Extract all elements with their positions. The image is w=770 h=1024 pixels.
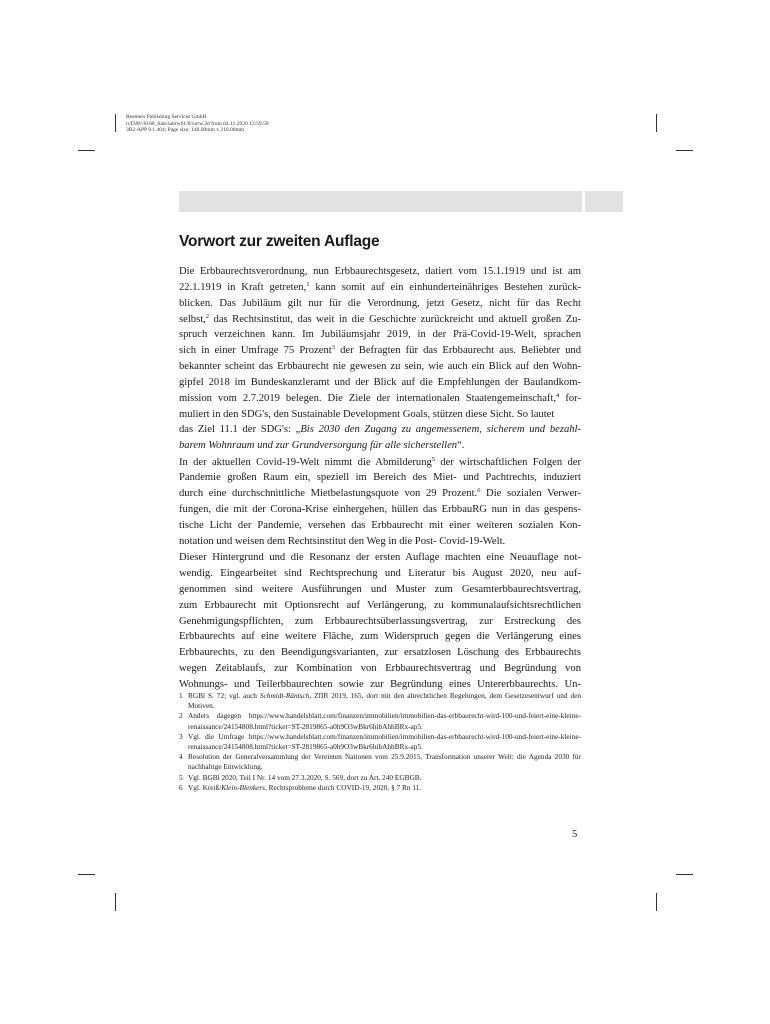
crop-mark-top-left-horizontal <box>78 150 95 151</box>
text-line: bekannter scheint das Erbbaurecht nie gewesen zu sein, wie auch ein Blick auf den Wohn- <box>179 361 581 373</box>
footnote-reference: 1 <box>306 280 310 288</box>
crop-mark-top-left-vertical <box>115 114 116 132</box>
footnote-text: RGBl S. 72; vgl. auch Schmidt-Räntsch, ZfIR 2019, 165, dort mit den altrechtlichen Regelungen, dem Gesetzesentwurf und den Motiven. <box>188 691 582 711</box>
text-line: selbst,$^2$ das Rechtsinstitut, das weit in die Geschichte zurückreicht und aktuell großen Zu- <box>179 312 581 325</box>
footnote-text: Vgl. Kreiß/Klein-Blenkers, Rechtsprobleme durch COVID-19, 2020, § 7 Rn 11. <box>188 782 422 792</box>
crop-mark-bottom-right-vertical <box>656 893 657 911</box>
text-line: Erbbaurechts, zu den Beendigungsvarianten, zur ersatzlosen Löschung des Erbbaurechts <box>179 647 581 659</box>
footnote <box>179 783 581 793</box>
footnote-reference: 2 <box>205 312 210 320</box>
footnote-number: 2 <box>179 711 183 721</box>
text-line: das Ziel 11.1 der SDG's: „Bis 2030 den Zugang zu angemessenem, sicherem und bezahl- <box>179 424 582 436</box>
crop-mark-top-right-horizontal <box>676 150 693 151</box>
crop-mark-bottom-left-vertical <box>115 893 116 911</box>
text-line: genommen sind weitere Ausführungen und Muster zum Gesamterbbaurechtsvertrag, <box>179 583 581 595</box>
preface-body <box>179 264 581 693</box>
text-line: gipfel 2018 im Bundeskanzleramt und der Blick auf die Empfehlungen der Baulandkom- <box>179 376 581 388</box>
footnote-text: Vgl. BGBl 2020, Teil I Nr. 14 vom 27.3.2020, S. 569, dort zu Art. 240 EGBGB. <box>188 772 422 782</box>
text-line: In der aktuellen Covid-19-Welt nimmt die Abmilderung$^5$ der wirtschaftlichen Folgen der <box>179 455 581 468</box>
footnote <box>179 773 581 783</box>
crop-mark-bottom-right-horizontal <box>676 874 693 875</box>
footnote-number: 6 <box>179 782 183 792</box>
text-line: barem Wohnraum und zur Grundversorgung für alle sicherstellen“. <box>179 440 465 452</box>
paragraph-2 <box>179 455 581 550</box>
footnote-reference: 6 <box>477 487 481 495</box>
footnote-reference: 4 <box>556 391 560 399</box>
page-title: Vorwort zur zweiten Auflage <box>179 233 380 250</box>
text-line: Die Erbbaurechtsverordnung, nun Erbbaurechtsgesetz, datiert vom 15.1.1919 und ist am <box>179 266 581 277</box>
footnote <box>179 711 581 731</box>
footnote-number: 1 <box>179 691 183 700</box>
text-line: spruch verzeichnen kann. Im Jubiläumsjahr 2019, in der Prä-Covid-19-Welt, sprachen <box>179 329 581 341</box>
footnotes <box>179 691 581 793</box>
footnote <box>179 691 581 711</box>
text-line: tische Licht der Pandemie, versehen das Erbbaurecht mit einer weiteren sozialen Kon- <box>179 520 581 531</box>
crop-mark-top-right-vertical <box>656 114 657 132</box>
footnote-text: Vgl. die Umfrage https://www.handelsblatt.com/finanzen/immobilien/immobilien-das-erbbaurecht-wird-100-und-feiert-eine-kleine-renaissance/24154808.html?ticket=ST-2819865-a0h9O3wBkr6hibAhhBRx-ap5. <box>188 731 581 752</box>
paragraph-3 <box>179 550 581 693</box>
page-number: 5 <box>572 829 578 840</box>
footnote <box>179 752 581 772</box>
text-line: fungen, die mit der Corona-Krise einhergehen, hüllen das ErbbauRG nun in das gespens- <box>179 504 581 516</box>
footnote-number: 4 <box>179 752 183 762</box>
text-line: wendig. Eingearbeitet sind Rechtsprechung und Literatur bis August 2020, neu auf- <box>179 568 581 580</box>
text-line: Wohnungs- und Teilerbbaurechten sowie zur Begründung eines Untererbbaurechts. Un- <box>179 678 581 690</box>
print-info-line-1: Reemers Publishing Services GmbH <box>126 114 207 120</box>
text-line: Genehmigungspflichten, zum Erbbaurechtsüberlassungsvertrag, zur Erstreckung des <box>179 615 581 627</box>
footnote-text: Anders dagegen https://www.handelsblatt.com/finanzen/immobilien/immobilien-das-erbbaurecht-wird-100-und-feiert-eine-kleine-renaissance/24154808.html?ticket=ST-2819865-a0h9O3wBkr6hibAhhBRx-ap5. <box>188 711 581 731</box>
text-line: zum Erbbaurecht mit Optionsrecht auf Verlängerung, zu kommunalaufsichtsrechtlichen <box>179 599 581 611</box>
footnote-number: 3 <box>179 731 183 741</box>
text-line: notation und weisen dem Rechtsinstitut den Weg in die Post- Covid-19-Welt. <box>179 535 506 547</box>
footnote-reference: 3 <box>331 344 335 352</box>
author-name-italic: Klein-Blenkers <box>221 782 266 792</box>
footnote <box>179 732 581 752</box>
text-line: muliert in den SDG's, den Sustainable Development Goals, stützen diese Sicht. So lautet <box>179 408 555 420</box>
footnote-number: 5 <box>179 772 183 782</box>
footnote-reference: 5 <box>431 455 436 463</box>
text-line: wegen Zeitablaufs, zur Kombination von Erbbaurechtsvertrag und Begründung von <box>179 663 581 675</box>
text-line: sich in einer Umfrage 75 Prozent$^3$ der Befragten für das Erbbaurecht aus. Beliebter und <box>179 344 581 357</box>
header-band-tab <box>585 191 623 212</box>
crop-mark-bottom-left-horizontal <box>78 874 95 875</box>
text-line: blicken. Das Jubiläum gilt nur für die Verordnung, jetzt Gesetz, nicht für das Recht <box>179 297 581 309</box>
text-line: Erbbaurechts auf eine weitere Fläche, zum Widerspruch gegen die Verlängerung eines <box>179 631 581 643</box>
print-info-line-3: 3B2-APP 9.1.404; Page size: 148.00mm x 210.00mm <box>126 127 245 133</box>
quote-italic: barem Wohnraum und zur Grundversorgung für alle sicherstellen <box>179 440 458 452</box>
text-line: durch eine durchschnittliche Mietbelastungsquote von 29 Prozent.$^6$ Die sozialen Verwer- <box>179 487 581 500</box>
header-band <box>179 191 582 212</box>
author-name-italic: Schmidt-Räntsch <box>259 691 310 700</box>
text-line: Dieser Hintergrund und die Resonanz der ersten Auflage machten eine Neuauflage not- <box>179 552 581 564</box>
footnote-text: Resolution der Generalversammlung der Vereinten Nationen vom 25.9.2015, Transformation unserer Welt: die Agenda 2030 für nachhaltige Entwicklung. <box>188 752 581 772</box>
text-line: 22.1.1919 in Kraft getreten,$^1$ kann somit auf ein einhunderteinähriges Bestehen zurück- <box>179 280 581 293</box>
paragraph-1 <box>179 264 581 454</box>
print-job-info <box>126 114 269 134</box>
print-info-line-2: ir/DAV/6168_Sate3abrw61/8/vorw.3d from 04.11.2020 13:59:58 <box>126 120 269 127</box>
text-line: mission vom 2.7.2019 belegen. Die Ziele der internationalen Staatengemeinschaft,$^4$ for- <box>179 391 581 404</box>
quote-italic: Bis 2030 den Zugang zu angemessenem, sicherem und bezahl- <box>300 424 582 436</box>
text-line: Pandemie großen Raum ein, speziell im Bereich des Miet- und Pachtrechts, induziert <box>179 472 581 484</box>
